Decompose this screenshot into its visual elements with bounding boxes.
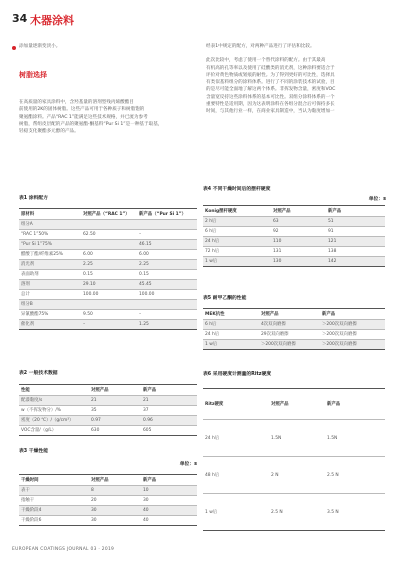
table-cell (77, 240, 137, 250)
text-line: 前使用的2K的固体树脂。这些产品可用于各种质子和树脂饱的 (19, 107, 145, 113)
column-header: 性能 (19, 385, 85, 396)
table-row (203, 320, 385, 330)
table-cell: 24 h后 (203, 420, 265, 457)
table-row (19, 310, 197, 320)
table-row (19, 290, 197, 300)
table-row (19, 230, 197, 240)
table-cell: 91 (326, 227, 385, 237)
table3 (19, 474, 197, 526)
table-cell: 131 (267, 247, 326, 257)
column-header: 新产品 (326, 206, 385, 217)
column-header: 对照产品 (267, 206, 326, 217)
table-cell: 6 h后 (203, 227, 267, 237)
table-cell: 配漆黏度/s (19, 396, 85, 406)
page-number: 34 (12, 12, 28, 25)
section-title: 木器涂料 (30, 14, 74, 27)
section-heading: 树脂选择 (19, 71, 47, 79)
text-line: 此次比较中，考虑了使用一个替代涂料的配方。由于其最高 (206, 58, 326, 64)
table-cell: – (137, 310, 197, 320)
table-cell: 10 (141, 486, 197, 496)
table1-title: 表1 涂料配方 (19, 196, 48, 201)
table-cell: 63 (267, 217, 326, 227)
column-header: 新产品 (141, 475, 197, 486)
table-row (19, 406, 197, 416)
table-cell: 20 (85, 496, 141, 506)
text-line: 时间，与其他行业一样，在商业家具制造中，当认为黏度增加一 (206, 109, 335, 115)
table-cell: – (137, 230, 197, 240)
table-row (19, 280, 197, 290)
table-row (19, 220, 197, 230)
table-cell: 1.25 (137, 320, 197, 330)
table-row (203, 257, 385, 267)
text-line: 经表1中规定的配方，对两种产品进行了评估和比较。 (206, 44, 315, 49)
table-cell: 40 (141, 506, 197, 516)
column-header: 新产品（“Pur Si 1”） (137, 209, 197, 220)
table-cell: 总计 (19, 290, 77, 300)
table2-title: 表2 一般技术数据 (19, 371, 58, 376)
table6-title: 表6 采用硬度计测量的Ritz硬度 (203, 372, 272, 377)
table-header-row (203, 206, 385, 217)
table-cell: ＞200次双向磨擦 (320, 330, 385, 340)
table-row (19, 260, 197, 270)
table-cell: 1 w后 (203, 257, 267, 267)
table-cell: 0.15 (137, 270, 197, 280)
column-header: MEK抗性 (203, 309, 255, 320)
column-header: 新产品 (325, 389, 385, 420)
table-cell: 3.5 N (325, 494, 385, 531)
table-row (203, 217, 385, 227)
table-header-row (203, 309, 385, 320)
table-cell: 130 (267, 257, 326, 267)
table-cell: 9.50 (77, 310, 137, 320)
table-cell: 630 (85, 426, 141, 436)
table-cell: 指触干 (19, 496, 85, 506)
table-cell: 30 (85, 506, 141, 516)
text-line: 含量宽反持这些涂料体系的基本可比性。双组分涂料体系的一个 (206, 94, 335, 100)
table-cell: 1.5N (265, 420, 325, 457)
table-cell: 6.00 (77, 250, 137, 260)
table-cell: 142 (326, 257, 385, 267)
table-cell: 2.25 (137, 260, 197, 270)
table4-title: 表4 不同干燥时间后的摆杆硬度 (203, 187, 271, 192)
table-cell: 2.5 N (265, 494, 325, 531)
table-cell: 干燥阶段6 (19, 516, 85, 526)
bullet-text: 添加量逐渐变淡小。 (19, 44, 61, 49)
table-cell: 4次双向磨擦 (255, 320, 320, 330)
column-header: 新产品 (141, 385, 197, 396)
table1 (19, 208, 197, 330)
table-cell: 密度（20 ℃）/（g/cm³） (19, 416, 85, 426)
table-cell (77, 220, 137, 230)
table-row (19, 320, 197, 330)
table-cell: ＞200次双向磨擦 (320, 340, 385, 350)
table-cell: 100.00 (137, 290, 197, 300)
text-line: 树脂，帮组皮层配的产品的聚氨酯-酮基料“Pur Si 1”是一种基于取基， (19, 121, 163, 127)
table-cell: 45.45 (137, 280, 197, 290)
table-cell: 醋酸丁酯/纤维素25% (19, 250, 77, 260)
table-cell: ＞200次双向磨擦 (320, 320, 385, 330)
table-row (203, 457, 385, 494)
table-row (19, 506, 197, 516)
table-header-row (19, 475, 197, 486)
text-line: 轻稳支化聚酯多元醇的产品。 (19, 129, 79, 135)
table-row (203, 420, 385, 457)
table-row (19, 270, 197, 280)
table-cell: 6.00 (137, 250, 197, 260)
table-cell: 121 (326, 237, 385, 247)
table-cell: 110 (267, 237, 326, 247)
table-cell: 51 (326, 217, 385, 227)
table5 (203, 308, 385, 350)
table-row (203, 247, 385, 257)
table-cell: 消光剂 (19, 260, 77, 270)
text-line: 的是尽可能全面地了解这两个体系。非挥发物含量，密度和VOC (206, 87, 336, 93)
text-line: 有类似基料组分的涂料体系。进行了不同的涂装技术的试验，目 (206, 80, 335, 86)
table-header-row (19, 209, 197, 220)
table-cell: 2.25 (77, 260, 137, 270)
table2 (19, 384, 197, 436)
column-header: 对照产品 (85, 475, 141, 486)
table-cell: 29.10 (77, 280, 137, 290)
column-header: 新产品 (320, 309, 385, 320)
table-cell: 21 (85, 396, 141, 406)
right-paragraph (206, 43, 386, 116)
table-row (203, 340, 385, 350)
table-cell: 1.5N (325, 420, 385, 457)
table4-unit: 单位：s (368, 197, 386, 202)
table6 (203, 388, 385, 531)
table-cell: 35 (85, 406, 141, 416)
table-cell: 30 (141, 496, 197, 506)
text-line: 评价对黄色物质或划痕的耐性。为了得到更好的可比性，选择具 (206, 72, 335, 78)
table-row (19, 496, 197, 506)
table-cell: 2.5 N (325, 457, 385, 494)
column-header: 原材料 (19, 209, 77, 220)
table-cell: 24 h后 (203, 237, 267, 247)
table-cell: 0.96 (141, 416, 197, 426)
table-cell: 0.97 (85, 416, 141, 426)
table-cell: 1 w后 (203, 340, 255, 350)
table-cell: 24 h后 (203, 330, 255, 340)
table-row (203, 227, 385, 237)
table-cell: 48 h后 (203, 457, 265, 494)
table-cell: 92 (267, 227, 326, 237)
table-cell: 表面助剂 (19, 270, 77, 280)
table3-unit: 单位：s (179, 462, 197, 467)
table-cell: 29次双向磨擦 (255, 330, 320, 340)
table-cell: 组分A (19, 220, 77, 230)
table-header-row (19, 385, 197, 396)
text-line: 在高质量的家具涂料中，含羟基量的溶剂型残丙烯酸酯目 (19, 100, 134, 105)
table-row (19, 300, 197, 310)
table-row (19, 486, 197, 496)
column-header: 对照产品 (265, 389, 325, 420)
table-cell: 6 h后 (203, 320, 255, 330)
bullet-icon (12, 46, 16, 50)
table-row (19, 396, 197, 406)
table5-title: 表5 耐甲乙酮的性能 (203, 296, 247, 301)
table4 (203, 205, 385, 267)
table-cell: 21 (141, 396, 197, 406)
table-cell: 30 (85, 516, 141, 526)
table-cell: 表干 (19, 486, 85, 496)
table-cell: 异氰酸酯75% (19, 310, 77, 320)
table-cell: VOC含量/（g/L） (19, 426, 85, 436)
table-cell (137, 220, 197, 230)
table-row (19, 240, 197, 250)
table-cell: 138 (326, 247, 385, 257)
text-line: 有机高的孔等率以及使用了硅酸类的消光剂，这种涂料要适合于 (206, 65, 335, 71)
table-row (19, 416, 197, 426)
table3-title: 表3 干燥性能 (19, 449, 48, 454)
table-cell: – (77, 320, 137, 330)
table-cell: 40 (141, 516, 197, 526)
table-cell: 605 (141, 426, 197, 436)
table-cell: 62.50 (77, 230, 137, 240)
text-line: 重要特性是适用期，因为这表明涂料在各组分混合后可保持多长 (206, 102, 335, 108)
table-cell: 干燥阶段4 (19, 506, 85, 516)
column-header: Ritz硬度 (203, 389, 265, 420)
table-cell: 1 w后 (203, 494, 265, 531)
column-header: Konig摆杆硬度 (203, 206, 267, 217)
table-row (19, 516, 197, 526)
table-cell: 2 h后 (203, 217, 267, 227)
table-row (203, 237, 385, 247)
table-cell: 2 N (265, 457, 325, 494)
table-cell: 100.00 (77, 290, 137, 300)
table-cell: 催化剂 (19, 320, 77, 330)
table-cell: 72 h后 (203, 247, 267, 257)
table-cell: “Pur Si 1”75% (19, 240, 77, 250)
table-row (19, 250, 197, 260)
text-line: 聚氨酯涂料。产品“RAC 1”能满足这些技术规格，并已流为参考 (19, 114, 148, 120)
column-header: 对照产品 (255, 309, 320, 320)
table-cell: 组分B (19, 300, 77, 310)
table-cell: w（不挥发物分）/% (19, 406, 85, 416)
table-row (203, 494, 385, 531)
left-paragraph (19, 99, 197, 135)
table-cell: 溶剂 (19, 280, 77, 290)
table-cell: 8 (85, 486, 141, 496)
table-cell: “RAC 1”50% (19, 230, 77, 240)
table-cell: 46.15 (137, 240, 197, 250)
table-cell: 37 (141, 406, 197, 416)
column-header: 干燥时间 (19, 475, 85, 486)
table-header-row (203, 389, 385, 420)
table-row (19, 426, 197, 436)
table-cell (77, 300, 137, 310)
table-cell (137, 300, 197, 310)
table-cell: ＞200次双向磨擦 (255, 340, 320, 350)
column-header: 对照产品 (85, 385, 141, 396)
table-row (203, 330, 385, 340)
table-cell: 0.15 (77, 270, 137, 280)
footer-text: EUROPEAN COATINGS JOURNAL 03 · 2019 (12, 547, 115, 552)
column-header: 对照产品（“RAC 1”） (77, 209, 137, 220)
